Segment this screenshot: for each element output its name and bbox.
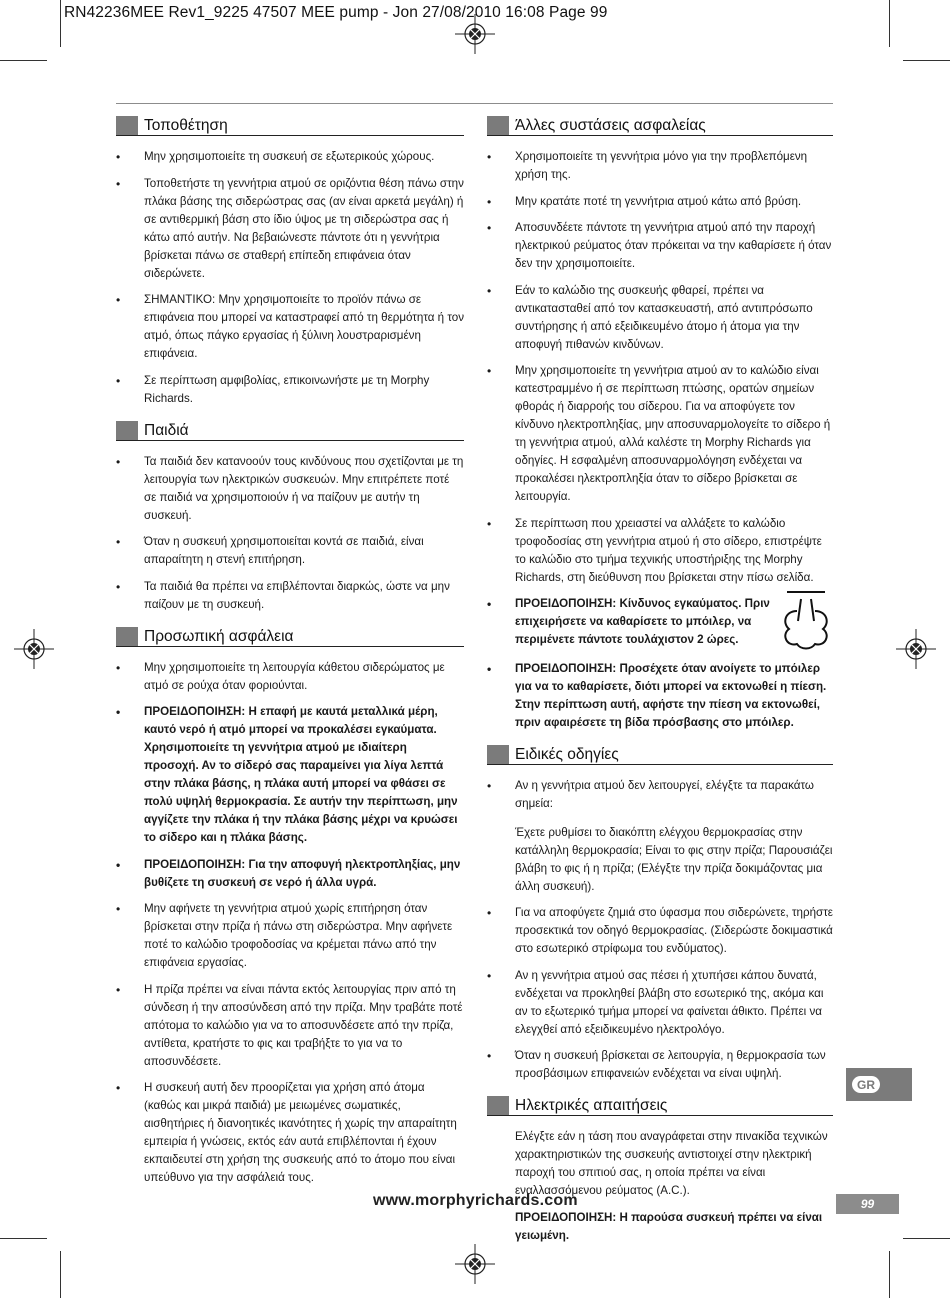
section-marker — [487, 116, 509, 135]
list-item: • Μην χρησιμοποιείτε τη λειτουργία κάθετου σιδερώματος με ατμό σε ρούχα όταν φοριούνται. — [116, 659, 464, 695]
section-title: Προσωπική ασφάλεια — [144, 627, 294, 645]
list-item: • Όταν η συσκευή χρησιμοποιείται κοντά σε παιδιά, είναι απαραίτητη η στενή επιτήρηση. — [116, 533, 464, 569]
section-title: Τοποθέτηση — [144, 117, 228, 134]
section-header-placement — [116, 114, 464, 136]
list-item: • Η πρίζα πρέπει να είναι πάντα εκτός λειτουργίας πριν από τη σύνδεση ή την αποσύνδεση από την πρίζα. Μην τραβάτε ποτέ απότομα το καλώδιο για να το αποσυνδέσετε από την πρίζα, αντίθετα, κρατήστε το φις και τραβήξτε το για να το αποσυνδέσετε. — [116, 981, 464, 1071]
placement-list — [116, 148, 464, 408]
personal-safety-list — [116, 659, 464, 1188]
children-list — [116, 453, 464, 614]
registration-mark-icon — [14, 629, 54, 669]
section-header-special — [487, 743, 833, 765]
right-column — [487, 114, 833, 1253]
list-item: • Εάν το καλώδιο της συσκευής φθαρεί, πρέπει να αντικατασταθεί από τον κατασκευαστή, από αντιπρόσωπο συντήρησης ή από εξειδικευμένο άτομο ή άτομα για την αποφυγή πιθανών κινδύνων. — [487, 282, 833, 354]
list-item: • Σε περίπτωση που χρειαστεί να αλλάξετε το καλώδιο τροφοδοσίας στη γεννήτρια ατμού ή στο σίδερο, επιστρέψτε το καλώδιο στο τμήμα τεχνικής υποστήριξης της Morphy Richards, στη διεύθυνση που βρίσκεται στην πίσω σελίδα. — [487, 515, 833, 587]
section-title: Άλλες συστάσεις ασφαλείας — [515, 117, 706, 134]
warning-item — [487, 595, 833, 651]
section-header-personal-safety — [116, 625, 464, 647]
website-url: www.morphyrichards.com — [373, 1192, 578, 1209]
hot-steam-warning-icon — [779, 589, 833, 651]
page-number: 99 — [836, 1194, 899, 1214]
list-item: • Μην αφήνετε τη γεννήτρια ατμού χωρίς επιτήρηση όταν βρίσκεται στην πρίζα ή πάνω στη σιδερώστρα. Μην αφήνετε ποτέ το καλώδιο τροφοδοσίας να κρέμεται πάνω από την επιφάνεια εργασίας. — [116, 900, 464, 972]
crop-mark — [889, 1251, 890, 1298]
electrical-warning: ΠΡΟΕΙΔΟΠΟΙΗΣΗ: Η παρούσα συσκευή πρέπει να είναι γειωμένη. — [515, 1210, 823, 1242]
list-item: • Όταν η συσκευή βρίσκεται σε λειτουργία, η θερμοκρασία των προσβάσιμων επιφανειών ενδέχεται να είναι υψηλή. — [487, 1047, 833, 1083]
top-rule — [116, 103, 833, 104]
crop-mark — [903, 1238, 950, 1239]
language-label: GR — [852, 1076, 880, 1093]
special-list — [487, 777, 833, 813]
print-header: RN42236MEE Rev1_9225 47507 MEE pump - Jon 27/08/2010 16:08 Page 99 — [64, 4, 608, 21]
list-item: • Τοποθετήστε τη γεννήτρια ατμού σε οριζόντια θέση πάνω στην πλάκα βάσης της σιδερώστρας σας (αν είναι αρκετά μεγάλη) ή σε αντιθερμική βάση στο ίδιο ύψος με τη σιδερώστρα σας ή κάτω από αυτήν. Να βεβαιώνεστε πάντοτε ότι η γεννήτρια βρίσκεται πάνω σε σταθερή επίπεδη επιφάνεια όταν σιδερώνετε. — [116, 175, 464, 283]
list-item: • Τα παιδιά δεν κατανοούν τους κινδύνους που σχετίζονται με τη λειτουργία των ηλεκτρικών συσκευών. Μην επιτρέπετε ποτέ σε παιδιά να χρησιμοποιούν ή να παίζουν με αυτήν τη συσκευή. — [116, 453, 464, 525]
list-item: • Μην χρησιμοποιείτε τη γεννήτρια ατμού αν το καλώδιο είναι κατεστραμμένο ή σε περίπτωση πτώσης, ορατών σημείων φθοράς ή διαρροής του σίδερου. Για να αποφύγετε τον κίνδυνο ηλεκτροπληξίας, μην αποσυναρμολογείτε το σίδερο ή τη γεννήτρια ατμού, αλλά καλέστε τη Morphy Richards για οδηγίες. Η εσφαλμένη αποσυναρμολόγηση ενδέχεται να προκαλέσει ηλεκτροπληξία όταν το σίδερο βρίσκεται σε λειτουργία. — [487, 362, 833, 506]
warning-item: • ΠΡΟΕΙΔΟΠΟΙΗΣΗ: Για την αποφυγή ηλεκτροπληξίας, μην βυθίζετε τη συσκευή σε νερό ή άλλα υγρά. — [116, 856, 464, 892]
crop-mark — [0, 60, 47, 61]
list-item: • Μην χρησιμοποιείτε τη συσκευή σε εξωτερικούς χώρους. — [116, 148, 464, 166]
section-header-electrical — [487, 1094, 833, 1116]
section-marker — [116, 421, 138, 440]
crop-mark — [889, 0, 890, 47]
language-tab — [846, 1068, 912, 1101]
section-title: Ηλεκτρικές απαιτήσεις — [515, 1097, 668, 1114]
other-safety-list — [487, 148, 833, 732]
list-item: • ΣΗΜΑΝΤΙΚΟ: Μην χρησιμοποιείτε το προϊόν πάνω σε επιφάνεια που μπορεί να καταστραφεί από τη θερμότητα ή τον ατμό, όπως πάγκο εργασίας ή ξύλινη λουστραρισμένη επιφάνεια. — [116, 291, 464, 363]
crop-mark — [0, 1238, 47, 1239]
crop-mark — [903, 60, 950, 61]
list-item: • Για να αποφύγετε ζημιά στο ύφασμα που σιδερώνετε, τηρήστε προσεκτικά τον οδηγό θερμοκρασίας. (Σιδερώστε δοκιμαστικά στο εσωτερικό στρίφωμα του ενδύματος). — [487, 904, 833, 958]
warning-text: • ΠΡΟΕΙΔΟΠΟΙΗΣΗ: Κίνδυνος εγκαύματος. Πριν επιχειρήσετε να καθαρίσετε το μπόιλερ, να περιμένετε πάντοτε τουλάχιστον 2 ώρες. — [515, 597, 770, 646]
list-item: • Η συσκευή αυτή δεν προορίζεται για χρήση από άτομα (καθώς και μικρά παιδιά) με μειωμένες σωματικές, αισθητήριες ή διανοητικές ικανότητες ή χωρίς την απαραίτητη εμπειρία ή γνώσεις, εκτός εάν αυτά επιβλέπονται ή έχουν εκπαιδευτεί στη χρήση της συσκευής από το άτομο που είναι υπεύθυνο για την ασφάλειά τους. — [116, 1079, 464, 1187]
section-marker — [116, 627, 138, 646]
left-column — [116, 114, 464, 1198]
list-item: • Χρησιμοποιείτε τη γεννήτρια μόνο για την προβλεπόμενη χρήση της. — [487, 148, 833, 184]
list-item: • Αν η γεννήτρια ατμού σας πέσει ή χτυπήσει κάπου δυνατά, ενδέχεται να προκληθεί βλάβη στο εσωτερικό της, ακόμα και αν το εξωτερικό τμήμα μπορεί να φαίνεται άθικτο. Πρέπει να ελεγχθεί από εξειδικευμένο ηλεκτρολόγο. — [487, 967, 833, 1039]
section-header-other-safety — [487, 114, 833, 136]
section-marker — [487, 1096, 509, 1115]
list-item: • Μην κρατάτε ποτέ τη γεννήτρια ατμού κάτω από βρύση. — [487, 193, 833, 211]
crop-mark — [60, 0, 61, 47]
section-marker — [116, 116, 138, 135]
list-item: • Τα παιδιά θα πρέπει να επιβλέπονται διαρκώς, ώστε να μην παίζουν με τη συσκευή. — [116, 578, 464, 614]
warning-item: • ΠΡΟΕΙΔΟΠΟΙΗΣΗ: Η επαφή με καυτά μεταλλικά μέρη, καυτό νερό ή ατμό μπορεί να προκαλέσει εγκαύματα. Χρησιμοποιείτε τη γεννήτρια ατμού με ιδιαίτερη προσοχή. Αν το σίδερό σας παραμείνει για λίγα λεπτά στην πλάκα βάσης, η πλάκα αυτή μπορεί να φθάσει σε πολύ υψηλή θερμοκρασία. Σε αυτήν την περίπτωση, μην αγγίζετε την πλάκα ή την πλάκα βάσης μέχρι να κρυώσει το σίδερο και η πλάκα βάσης. — [116, 703, 464, 847]
sub-paragraph: Έχετε ρυθμίσει το διακόπτη ελέγχου θερμοκρασίας στην κατάλληλη θερμοκρασία; Είναι το φις στην πρίζα; Παρουσιάζει βλάβη το φις ή η πρίζα; (Ελέγξτε την πρίζα δοκιμάζοντας μια άλλη συσκευή). — [515, 825, 833, 893]
list-item: • Σε περίπτωση αμφιβολίας, επικοινωνήστε με τη Morphy Richards. — [116, 372, 464, 408]
crop-mark — [60, 1251, 61, 1298]
section-title: Παιδιά — [144, 421, 189, 439]
list-item: • Αν η γεννήτρια ατμού δεν λειτουργεί, ελέγξτε τα παρακάτω σημεία: — [487, 777, 833, 813]
special-list-rest — [487, 904, 833, 1083]
list-item: • Αποσυνδέετε πάντοτε τη γεννήτρια ατμού από την παροχή ηλεκτρικού ρεύματος όταν πρόκειται να την καθαρίσετε ή όταν δεν την χρησιμοποιείτε. — [487, 219, 833, 273]
warning-item: • ΠΡΟΕΙΔΟΠΟΙΗΣΗ: Προσέχετε όταν ανοίγετε το μπόιλερ για να το καθαρίσετε, διότι μπορεί να εκτονωθεί η πίεση. Στην περίπτωση αυτή, αφήστε την πίεση να εκτονωθεί, πριν αφαιρέσετε τη βίδα πρόσβασης στο μπόιλερ. — [487, 660, 833, 732]
section-marker — [487, 745, 509, 764]
section-title: Ειδικές οδηγίες — [515, 745, 619, 763]
section-header-children — [116, 419, 464, 441]
registration-mark-icon — [896, 629, 936, 669]
registration-mark-icon — [455, 14, 495, 54]
electrical-paragraph: Ελέγξτε εάν η τάση που αναγράφεται στην πινακίδα τεχνικών χαρακτηριστικών της συσκευής αντιστοιχεί στην ηλεκτρική παροχή του σπιτιού σας, η οποία πρέπει να είναι εναλλασσόμενου ρεύματος (A.C.). — [515, 1130, 828, 1197]
